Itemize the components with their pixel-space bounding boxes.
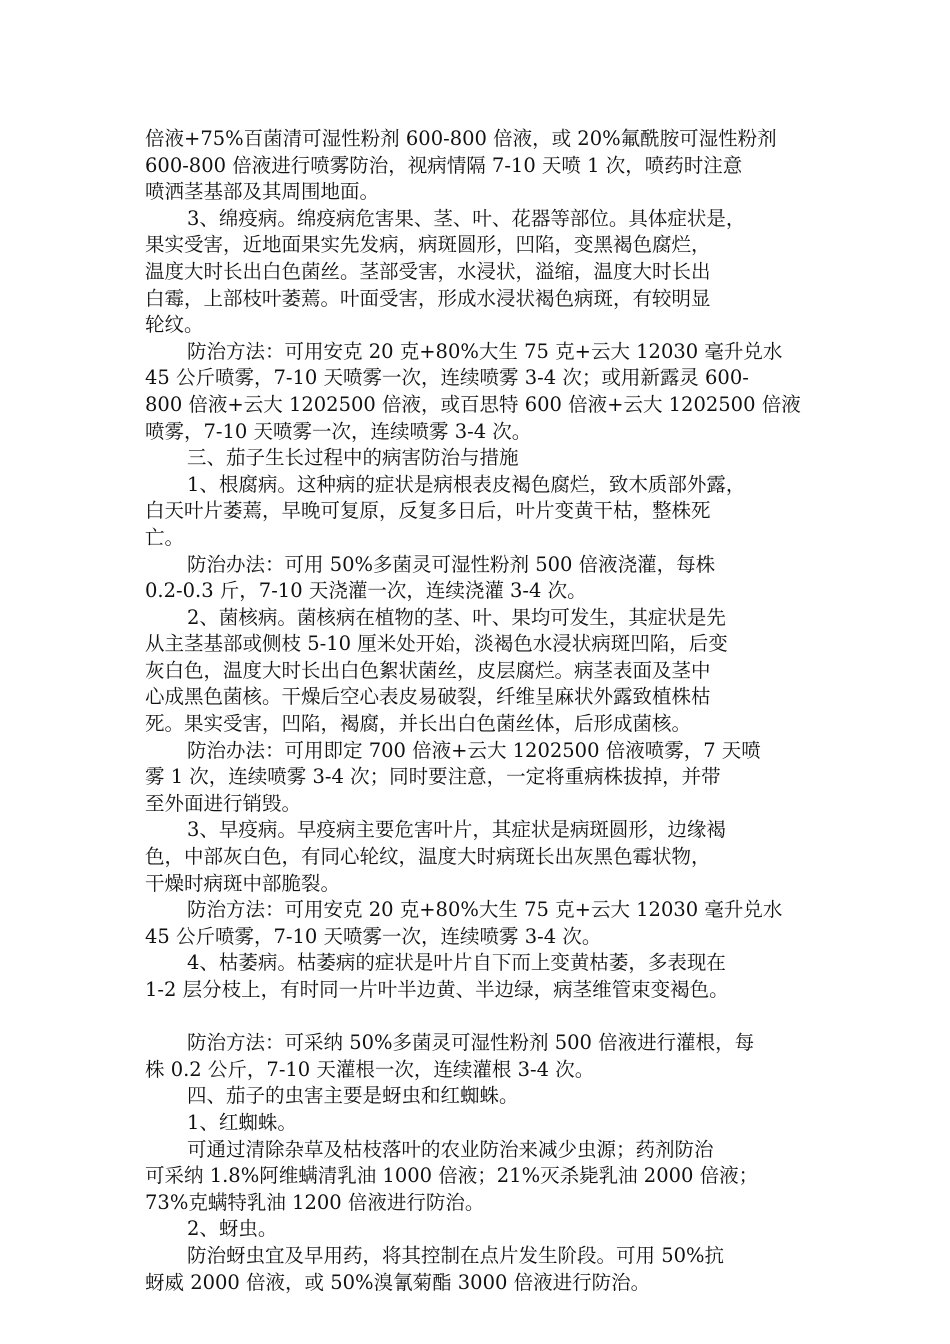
text-line: 45 公斤喷雾，7-10 天喷雾一次，连续喷雾 3-4 次；或用新露灵 600- <box>145 366 749 390</box>
text-line: 四、茄子的虫害主要是蚜虫和红蜘蛛。 <box>187 1084 519 1108</box>
text-line: 防治蚜虫宜及早用药，将其控制在点片发生阶段。可用 50%抗 <box>187 1243 725 1267</box>
text-line: 白天叶片萎蔫，早晚可复原，反复多日后，叶片变黄干枯，整株死 <box>145 499 711 523</box>
text-line: 色，中部灰白色，有同心轮纹，温度大时病斑长出灰黑色霉状物， <box>145 845 711 869</box>
text-line: 喷雾，7-10 天喷雾一次，连续喷雾 3-4 次。 <box>145 419 532 443</box>
text-line: 温度大时长出白色菌丝。茎部受害，水浸状，溢缩，温度大时长出 <box>145 259 711 283</box>
text-line: 45 公斤喷雾，7-10 天喷雾一次，连续喷雾 3-4 次。 <box>145 924 602 948</box>
text-line: 800 倍液+云大 1202500 倍液，或百思特 600 倍液+云大 1202500 倍液 <box>145 392 801 416</box>
text-line: 雾 1 次，连续喷雾 3-4 次；同时要注意，一定将重病株拔掉，并带 <box>145 765 721 789</box>
text-line: 4、枯萎病。枯萎病的症状是叶片自下而上变黄枯萎，多表现在 <box>187 951 726 975</box>
text-line: 防治方法：可用安克 20 克+80%大生 75 克+云大 12030 毫升兑水 <box>187 898 783 922</box>
text-line: 灰白色，温度大时长出白色絮状菌丝，皮层腐烂。病茎表面及茎中 <box>145 658 711 682</box>
blank-line <box>145 1004 810 1031</box>
text-line: 心成黑色菌核。干燥后空心表皮易破裂，纤维呈麻状外露致植株枯 <box>145 685 711 709</box>
text-line: 1、根腐病。这种病的症状是病根表皮褐色腐烂，致木质部外露， <box>187 472 746 496</box>
text-line: 果实受害，近地面果实先发病，病斑圆形，凹陷，变黑褐色腐烂， <box>145 233 711 257</box>
text-line: 亡。 <box>145 525 185 549</box>
text-line: 可通过清除杂草及枯枝落叶的农业防治来减少虫源；药剂防治 <box>187 1137 714 1161</box>
text-line: 轮纹。 <box>145 313 204 337</box>
text-line: 从主茎基部或侧枝 5-10 厘米处开始，淡褐色水浸状病斑凹陷，后变 <box>145 632 728 656</box>
text-line: 防治方法：可采纳 50%多菌灵可湿性粉剂 500 倍液进行灌根，每 <box>187 1031 755 1055</box>
text-line: 1-2 层分枝上，有时同一片叶半边黄、半边绿，病茎维管束变褐色。 <box>145 978 729 1001</box>
text-line: 可采纳 1.8%阿维螨清乳油 1000 倍液；21%灭杀毙乳油 2000 倍液； <box>145 1164 759 1188</box>
text-line: 白霉，上部枝叶萎蔫。叶面受害，形成水浸状褐色病斑，有较明显 <box>145 286 711 310</box>
text-line: 防治办法：可用 50%多菌灵可湿性粉剂 500 倍液浇灌，每株 <box>187 552 716 576</box>
text-line: 死。果实受害，凹陷，褐腐，并长出白色菌丝体，后形成菌核。 <box>145 712 692 736</box>
text-line: 蚜威 2000 倍液，或 50%溴氰菊酯 3000 倍液进行防治。 <box>145 1270 651 1294</box>
text-line: 1、红蜘蛛。 <box>187 1110 297 1134</box>
text-line: 喷洒茎基部及其周围地面。 <box>145 180 380 204</box>
text-line: 600-800 倍液进行喷雾防治，视病情隔 7-10 天喷 1 次，喷药时注意 <box>145 153 743 177</box>
text-line: 防治方法：可用安克 20 克+80%大生 75 克+云大 12030 毫升兑水 <box>187 339 783 363</box>
text-line: 2、蚜虫。 <box>187 1217 278 1241</box>
text-line: 3、绵疫病。绵疫病危害果、茎、叶、花器等部位。具体症状是， <box>187 206 746 230</box>
text-line: 0.2-0.3 斤，7-10 天浇灌一次，连续浇灌 3-4 次。 <box>145 579 587 603</box>
text-line: 株 0.2 公斤，7-10 天灌根一次，连续灌根 3-4 次。 <box>145 1057 595 1081</box>
text-line: 三、茄子生长过程中的病害防治与措施 <box>187 446 519 470</box>
text-line: 2、菌核病。菌核病在植物的茎、叶、果均可发生，其症状是先 <box>187 605 726 629</box>
text-line: 倍液+75%百菌清可湿性粉剂 600-800 倍液，或 20%氟酰胺可湿性粉剂 <box>145 127 777 150</box>
document-body <box>145 126 810 1296</box>
text-line: 至外面进行销毁。 <box>145 791 302 815</box>
text-line: 防治办法：可用即定 700 倍液+云大 1202500 倍液喷雾，7 天喷 <box>187 738 761 762</box>
text-line: 73%克螨特乳油 1200 倍液进行防治。 <box>145 1190 485 1214</box>
text-line: 干燥时病斑中部脆裂。 <box>145 871 341 895</box>
text-line: 3、早疫病。早疫病主要危害叶片，其症状是病斑圆形，边缘褐 <box>187 818 726 842</box>
